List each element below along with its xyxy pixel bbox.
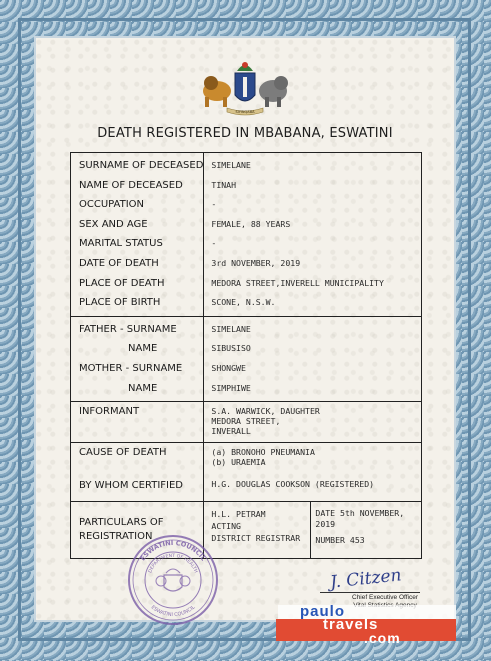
value-occupation: - (211, 199, 217, 210)
value-marital-status: - (211, 238, 217, 249)
label-date-of-death: DATE OF DEATH (79, 257, 159, 269)
value-registrar: H.L. PETRAM ACTING DISTRICT REGISTRAR (211, 509, 301, 544)
label-father-surname: FATHER - SURNAME (79, 323, 177, 335)
label-place-of-birth: PLACE OF BIRTH (79, 297, 161, 309)
value-place-of-birth: SCONE, N.S.W. (211, 297, 276, 308)
label-surname-of-deceased: SURNAME OF DECEASED (79, 160, 204, 171)
label-mother-name: NAME (128, 382, 158, 394)
stamp-bottom-text: ESWATINI COUNCIL (149, 604, 197, 619)
value-informant (204, 402, 421, 436)
emblem-motto: SIYINQABA (235, 110, 255, 114)
label-particulars-of-registration: PARTICULARS OF REGISTRATION (79, 517, 164, 543)
svg-text:ESWATINI COUNCIL (150, 604, 197, 618)
document-title: DEATH REGISTERED IN MBABANA, ESWATINI (97, 126, 393, 141)
label-name-of-deceased: NAME OF DECEASED (79, 179, 183, 191)
svg-text:DEPARTMENT OF HEALTH (147, 553, 198, 574)
stamp-inner-text: DEPARTMENT OF HEALTH (148, 553, 198, 574)
label-marital-status: MARITAL STATUS (79, 238, 163, 250)
informant-line: MEDORA STREET, (211, 416, 281, 427)
value-cause-of-death (204, 443, 421, 467)
label-father-name: NAME (128, 343, 158, 355)
value-registration-date: DATE 5th NOVEMBER, 2019 (315, 508, 405, 530)
value-by-whom-certified: H.G. DOUGLAS COOKSON (REGISTERED) (211, 479, 375, 490)
label-place-of-death: PLACE OF DEATH (79, 277, 165, 289)
registration-table (70, 152, 422, 559)
value-surname-of-deceased: SIMELANE (211, 160, 251, 170)
value-name-of-deceased: TINAH (211, 179, 237, 190)
watermark-text-line3: .com (364, 630, 401, 646)
cause-line: (a) BRONOHO PNEUMANIA (211, 447, 315, 458)
watermark-text-line1: paulo (300, 603, 345, 620)
signature-title: Chief Executive Officer (352, 594, 418, 601)
official-stamp-seal (126, 533, 220, 627)
value-place-of-death: MEDORA STREET,INVERELL MUNICIPALITY (211, 277, 384, 288)
label-informant: INFORMANT (79, 406, 140, 418)
label-occupation: OCCUPATION (79, 199, 145, 211)
value-sex-and-age: FEMALE, 88 YEARS (211, 218, 291, 229)
value-mother-surname: SHONGWE (211, 362, 246, 373)
stamp-emblem-icon (156, 569, 190, 591)
informant-line: S.A. WARWICK, DAUGHTER (211, 406, 320, 417)
stamp-outer-text: ESWATINI COUNCIL (138, 538, 208, 563)
label-mother-surname: MOTHER - SURNAME (79, 362, 183, 374)
label-cause-of-death: CAUSE OF DEATH (79, 447, 167, 459)
value-mother-name: SIMPHIWE (211, 382, 251, 393)
informant-line: INVERALL (211, 426, 251, 437)
value-registration-number: NUMBER 453 (315, 535, 365, 546)
cause-line: (b) URAEMIA (211, 457, 266, 468)
signature: J. Citzen (329, 565, 403, 593)
coat-of-arms-emblem (199, 61, 291, 117)
value-date-of-death: 3rd NOVEMBER, 2019 (211, 257, 301, 268)
label-sex-and-age: SEX AND AGE (79, 218, 148, 230)
watermark-text-line2: travels (323, 616, 379, 633)
label-by-whom-certified: BY WHOM CERTIFIED (79, 479, 183, 491)
value-father-name: SIBUSISO (211, 343, 251, 354)
value-father-surname: SIMELANE (211, 323, 251, 334)
signature-line (320, 592, 420, 593)
